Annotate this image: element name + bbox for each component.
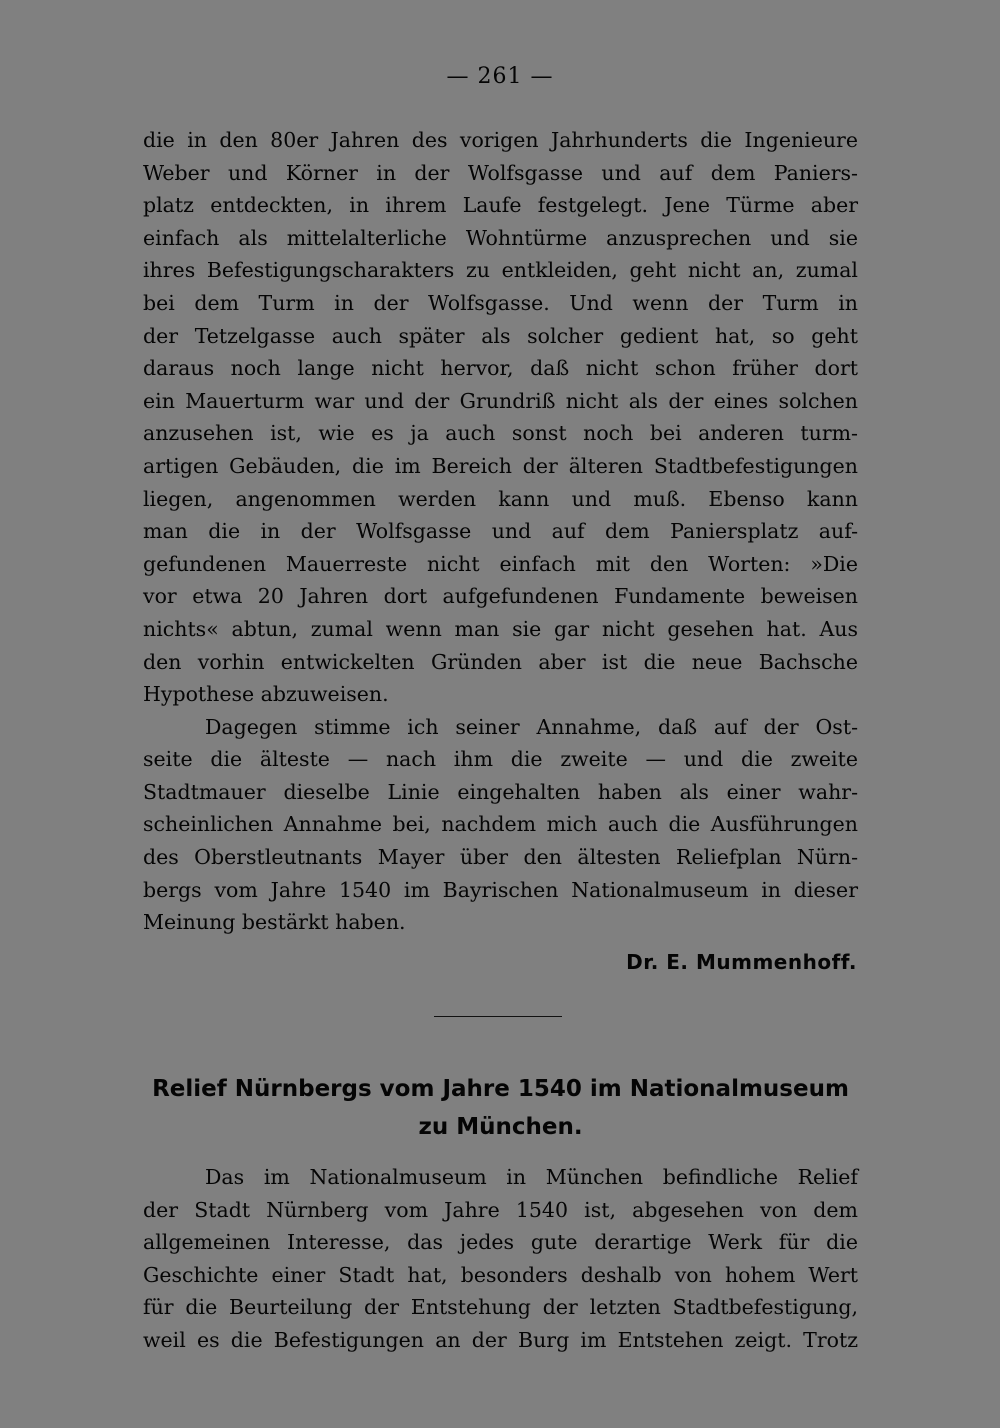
text-line: Geschichte einer Stadt hat, besonders deshalb von hohem Wert [143, 1262, 858, 1287]
text-line: Das im Nationalmuseum in München befindliche Relief [205, 1165, 858, 1189]
text-line: Stadtmauer dieselbe Linie eingehalten haben als einer wahr- [143, 779, 858, 804]
text-line: bei dem Turm in der Wolfsgasse. Und wenn der Turm in [143, 290, 858, 315]
text-line: anzusehen ist, wie es ja auch sonst noch bei anderen turm- [143, 421, 858, 446]
text-line: Weber und Körner in der Wolfsgasse und auf dem Paniers- [143, 160, 858, 185]
text-line: gefundenen Mauerreste nicht einfach mit den Worten: »Die [143, 551, 858, 576]
text-block-lower [143, 1161, 858, 1357]
text-line: vor etwa 20 Jahren dort aufgefundenen Fundamente beweisen [143, 584, 858, 609]
heading-line: zu München. [418, 1114, 583, 1140]
text-line: seite die älteste — nach ihm die zweite — und die zweite [143, 747, 858, 772]
text-line: weil es die Befestigungen an der Burg im Entstehen zeigt. Trotz [143, 1327, 858, 1352]
text-line: allgemeinen Interesse, das jedes gute derartige Werk für die [143, 1230, 858, 1255]
text-line: Meinung bestärkt haben. [143, 910, 406, 935]
text-line: nichts« abtun, zumal wenn man sie gar nicht gesehen hat. Aus [143, 616, 858, 641]
section-heading [143, 1070, 858, 1146]
text-line: daraus noch lange nicht hervor, daß nicht schon früher dort [143, 356, 858, 381]
text-line: platz entdeckten, in ihrem Laufe festgelegt. Jene Türme aber [143, 193, 858, 218]
text-line: man die in der Wolfsgasse und auf dem Paniersplatz auf- [143, 519, 858, 544]
text-line: für die Beurteilung der Entstehung der letzten Stadtbefestigung, [143, 1295, 858, 1320]
text-line: den vorhin entwickelten Gründen aber ist die neue Bachsche [143, 649, 858, 674]
page-number: — 261 — [446, 64, 554, 89]
author-signature: Dr. E. Mummenhoff. [626, 950, 857, 974]
text-line: Hypothese abzuweisen. [143, 682, 389, 707]
text-line: scheinlichen Annahme bei, nachdem mich auch die Ausführungen [143, 812, 858, 837]
text-line: der Tetzelgasse auch später als solcher gedient hat, so geht [143, 323, 858, 348]
text-line: die in den 80er Jahren des vorigen Jahrhunderts die Ingenieure [143, 128, 858, 152]
section-divider [434, 1016, 562, 1017]
text-line: der Stadt Nürnberg vom Jahre 1540 ist, abgesehen von dem [143, 1197, 858, 1222]
text-line: einfach als mittelalterliche Wohntürme anzusprechen und sie [143, 225, 858, 250]
text-line: Dagegen stimme ich seiner Annahme, daß auf der Ost- [205, 714, 858, 739]
text-line: ihres Befestigungscharakters zu entkleiden, geht nicht an, zumal [143, 258, 858, 283]
text-block-upper [143, 124, 858, 939]
text-line: des Oberstleutnants Mayer über den ältesten Reliefplan Nürn- [143, 845, 858, 870]
text-line: liegen, angenommen werden kann und muß. Ebenso kann [143, 486, 858, 511]
text-line: artigen Gebäuden, die im Bereich der älteren Stadtbefestigungen [143, 453, 858, 478]
text-line: ein Mauerturm war und der Grundriß nicht als der eines solchen [143, 388, 858, 413]
heading-line: Relief Nürnbergs vom Jahre 1540 im Nationalmuseum [152, 1076, 849, 1102]
text-line: bergs vom Jahre 1540 im Bayrischen Nationalmuseum in dieser [143, 877, 858, 902]
